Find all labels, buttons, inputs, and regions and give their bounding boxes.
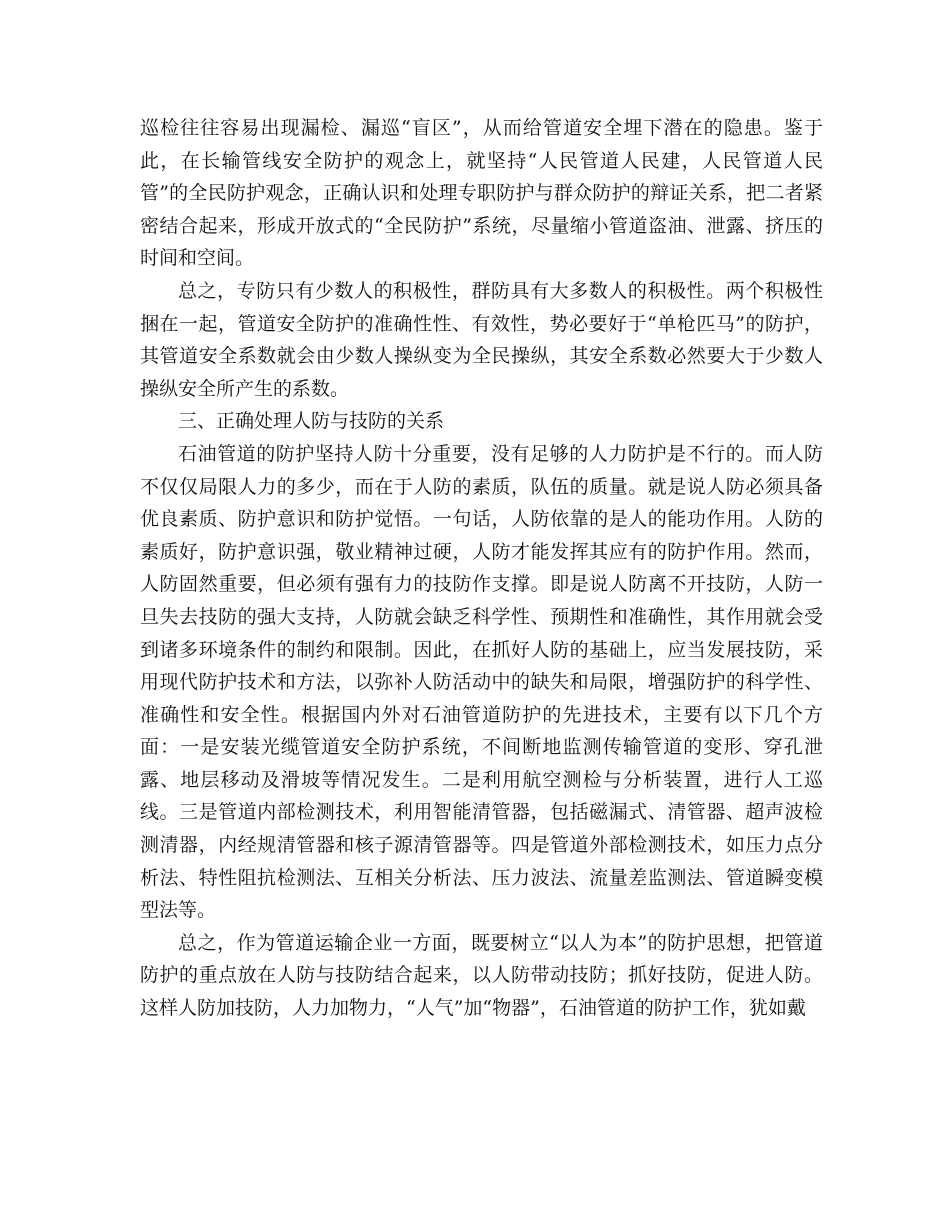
paragraph-4: 石油管道的防护坚持人防十分重要，没有足够的人力防护是不行的。而人防不仅仅局限人力的多少，而在于人防的素质，队伍的质量。就是说人防必须具备优良素质、防护意识和防护觉悟。一句话，人防依靠的是人的能功作用。人防的素质好，防护意识强，敬业精神过硬，人防才能发挥其应有的防护作用。然而，人防固然重要，但必须有强有力的技防作支撑。即是说人防离不开技防，人防一旦失去技防的强大支持，人防就会缺乏科学性、预期性和准确性，其作用就会受到诸多环境条件的制约和限制。因此，在抓好人防的基础上，应当发展技防，采用现代防护技术和方法，以弥补人防活动中的缺失和局限，增强防护的科学性、准确性和安全性。根据国内外对石油管道防护的先进技术，主要有以下几个方面：一是安装光缆管道安全防护系统，不间断地监测传输管道的变形、穿孔泄露、地层移动及滑坡等情况发生。二是利用航空测检与分析装置，进行人工巡线。三是管道内部检测技术，利用智能清管器，包括磁漏式、清管器、超声波检测清器，内经规清管器和核子源清管器等。四是管道外部检测技术，如压力点分析法、特性阻抗检测法、互相关分析法、压力波法、流量差监测法、管道瞬变模型法等。	[140, 442, 823, 922]
section-heading-3: 三、正确处理人防与技防的关系	[178, 410, 445, 433]
paragraph-2: 总之，专防只有少数人的积极性，群防具有大多数人的积极性。两个积极性捆在一起，管道安全防护的准确性性、有效性，势必要好于“单枪匹马”的防护，其管道安全系数就会由少数人操纵变为全民操纵，其安全系数必然要大于少数人操纵安全所产生的系数。	[140, 279, 823, 400]
paragraph-1: 巡检往往容易出现漏检、漏巡“盲区”，从而给管道安全埋下潜在的隐患。鉴于此，在长输管线安全防护的观念上，就坚持“人民管道人民建，人民管道人民管”的全民防护观念，正确认识和处理专职防护与群众防护的辩证关系，把二者紧密结合起来，形成开放式的“全民防护”系统，尽量缩小管道盗油、泄露、挤压的时间和空间。	[140, 117, 823, 270]
document-page	[140, 112, 823, 1025]
paragraph-5: 总之，作为管道运输企业一方面，既要树立“以人为本”的防护思想，把管道防护的重点放在人防与技防结合起来，以人防带动技防；抓好技防，促进人防。这样人防加技防，人力加物力，“人气”加“物器”，石油管道的防护工作，犹如戴	[140, 931, 823, 1020]
